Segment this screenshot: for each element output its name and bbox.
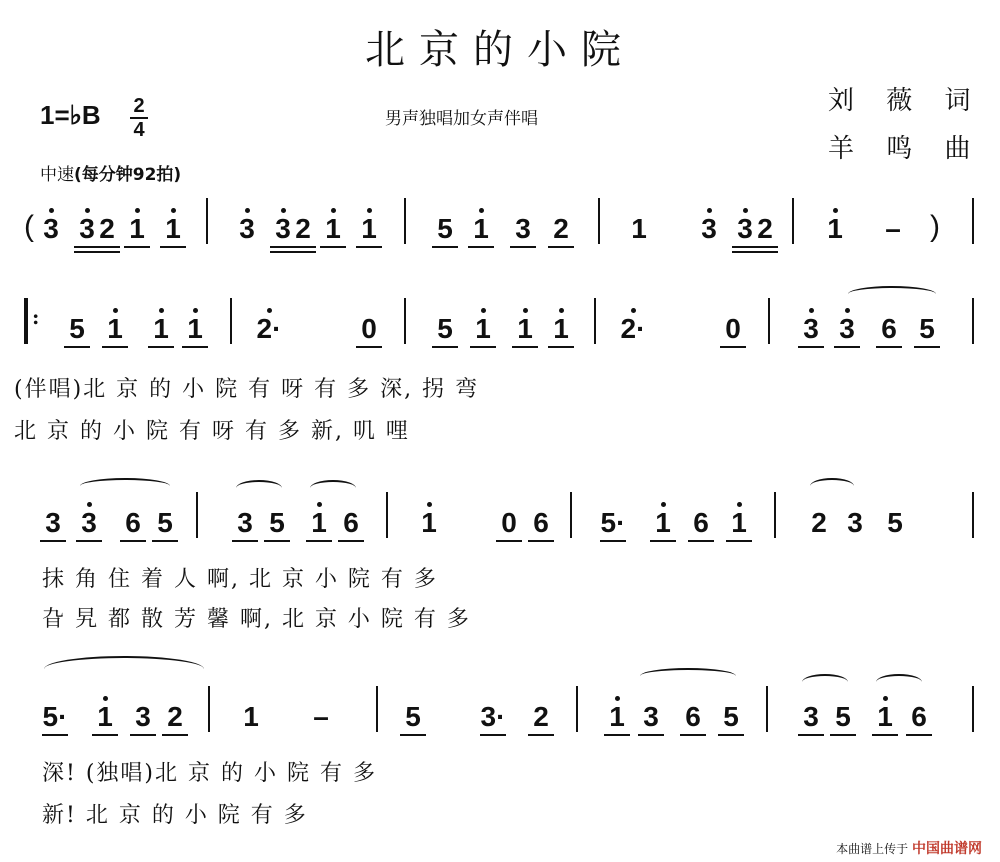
lyricist-credit: 刘 薇 词 <box>828 86 983 116</box>
tempo-marking <box>40 160 181 185</box>
lyrics-row2-verse2: 北 京 的 小 院 有 呀 有 多 新, 叽 哩 <box>14 419 410 444</box>
performance-note: 男声独唱加女声伴唱 <box>385 109 538 129</box>
lyrics-row4-verse2: 新! 北 京 的 小 院 有 多 <box>42 803 308 828</box>
key-signature: 1=♭B <box>40 100 101 130</box>
time-top: 2 <box>133 95 145 117</box>
time-signature <box>130 96 148 140</box>
staff-row-3: 3 3 6 5 3 5 1 6 1 0 6 5· 1 6 1 2 3 5 <box>20 484 980 564</box>
footer-brand: 中国曲谱网 <box>912 841 982 857</box>
staff-row-2: : 5 1 1 1 2· 0 5 1 1 1 2· 0 3 3 6 5 <box>20 290 980 370</box>
footer-text: 本曲谱上传于 <box>836 842 909 856</box>
watermark-footer <box>836 838 982 858</box>
lyrics-row2-verse1: (伴唱)北 京 的 小 院 有 呀 有 多 深, 拐 弯 <box>14 377 480 402</box>
lyrics-row3-verse1: 抹 角 住 着 人 啊, 北 京 小 院 有 多 <box>42 567 438 592</box>
composer-credit: 羊 鸣 曲 <box>828 134 983 164</box>
lyrics-row4-verse1: 深! (独唱)北 京 的 小 院 有 多 <box>42 761 377 786</box>
time-bottom: 4 <box>133 119 145 141</box>
tempo-label: 中速 <box>40 165 74 185</box>
staff-row-4: 5· 1 3 2 1 – 5 3· 2 1 3 6 5 3 5 1 6 <box>20 678 980 758</box>
lyrics-row3-verse2: 旮 旯 都 散 芳 馨 啊, 北 京 小 院 有 多 <box>42 607 471 632</box>
staff-row-1: ( 3 3 2 1 1 3 3 2 1 1 5 1 3 2 1 3 3 2 1 – ) <box>20 190 980 270</box>
song-title: 北京的小院 <box>365 27 635 73</box>
tempo-detail: (每分钟92拍) <box>74 165 182 185</box>
